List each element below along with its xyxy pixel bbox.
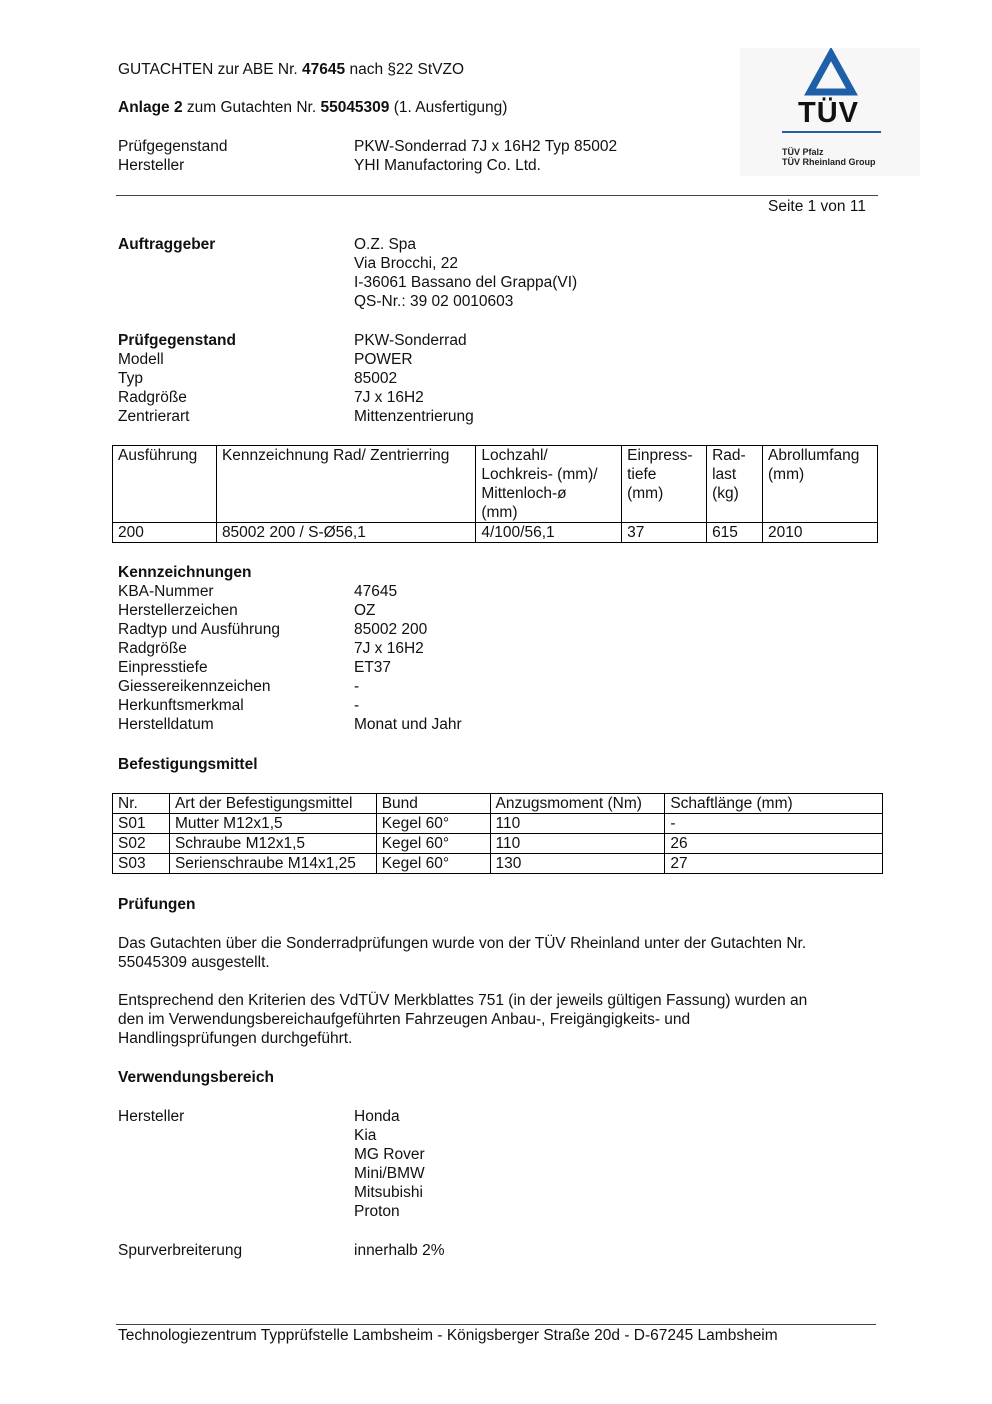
pruefgegenstand-value: PKW-Sonderrad xyxy=(354,332,467,349)
pruefungen-paragraph-1 xyxy=(118,934,806,972)
tuev-logo xyxy=(740,48,920,176)
table-cell: 4/100/56,1 xyxy=(476,523,622,543)
spur-label: Spurverbreiterung xyxy=(118,1242,243,1259)
auftraggeber-line: QS-Nr.: 39 02 0010603 xyxy=(354,293,514,310)
table-cell: Kegel 60° xyxy=(376,814,490,834)
footer-address: Technologiezentrum Typprüfstelle Lambsheim - Königsberger Straße 20d - D-67245 Lambsheim xyxy=(118,1327,778,1344)
table-cell: 26 xyxy=(665,834,883,854)
paragraph-line: Das Gutachten über die Sonderradprüfungen wurde von der TÜV Rheinland unter der Gutachten Nr. xyxy=(118,935,807,952)
spurverbreiterung-row xyxy=(118,1241,444,1260)
header-line: Einpress- xyxy=(627,447,693,464)
wheel-spec-table xyxy=(112,445,878,543)
table-header-row xyxy=(113,446,878,523)
paragraph-line: den im Verwendungsbereichaufgeführten Fahrzeugen Anbau-, Freigängigkeits- und xyxy=(118,1011,691,1028)
kz-row-value: Monat und Jahr xyxy=(354,716,462,733)
pg-row-label: Zentrierart xyxy=(118,408,190,425)
table-header-cell: Bund xyxy=(376,794,490,814)
table-cell: 2010 xyxy=(763,523,878,543)
table-row xyxy=(113,834,883,854)
table-header-cell: Art der Befestigungsmittel xyxy=(169,794,376,814)
tuev-logo-sub2: TÜV Rheinland Group xyxy=(782,157,876,167)
header-divider xyxy=(116,195,878,196)
manufacturer-item: Mini/BMW xyxy=(354,1165,425,1182)
paragraph-line: Entsprechend den Kriterien des VdTÜV Merkblattes 751 (in der jeweils gültigen Fassung) wurden an xyxy=(118,992,808,1009)
header-line: Abrollumfang xyxy=(768,447,860,464)
pg-row-value: 85002 xyxy=(354,370,398,387)
header-hersteller-value: YHI Manufactoring Co. Ltd. xyxy=(354,157,541,174)
table-cell: 37 xyxy=(622,523,707,543)
header-line: Rad- xyxy=(712,447,746,464)
anlage-title xyxy=(118,98,507,117)
anlage-label: Anlage 2 xyxy=(118,99,183,116)
header-pg-value: PKW-Sonderrad 7J x 16H2 Typ 85002 xyxy=(354,138,618,155)
table-cell: Mutter M12x1,5 xyxy=(169,814,376,834)
table-cell: Kegel 60° xyxy=(376,834,490,854)
pg-row-label: Typ xyxy=(118,370,143,387)
table-header-cell xyxy=(622,446,707,523)
header-line: Lochzahl/ xyxy=(481,447,548,464)
table-header-cell: Anzugsmoment (Nm) xyxy=(490,794,665,814)
table-cell: S01 xyxy=(113,814,170,834)
pg-row-value: Mittenzentrierung xyxy=(354,408,474,425)
footer-divider xyxy=(116,1324,876,1325)
paragraph-line: 55045309 ausgestellt. xyxy=(118,954,270,971)
table-header-cell: Schaftlänge (mm) xyxy=(665,794,883,814)
table-cell: Kegel 60° xyxy=(376,854,490,874)
auftraggeber-line: O.Z. Spa xyxy=(354,236,417,253)
auftraggeber-line: I-36061 Bassano del Grappa(VI) xyxy=(354,274,578,291)
table-header-cell xyxy=(476,446,622,523)
header-line: Kennzeichnung Rad/ Zentrierring xyxy=(221,447,450,464)
manufacturer-item: MG Rover xyxy=(354,1146,425,1163)
header-line: Mittenloch-ø xyxy=(481,485,567,502)
header-line: (mm) xyxy=(768,466,805,483)
table-cell: 27 xyxy=(665,854,883,874)
spur-value: innerhalb 2% xyxy=(354,1242,445,1259)
tuev-logo-sub1: TÜV Pfalz xyxy=(782,147,824,157)
tuev-logo-text: TÜV xyxy=(798,97,859,129)
table-header-cell: Nr. xyxy=(113,794,170,814)
pruefungen-heading: Prüfungen xyxy=(118,896,196,913)
table-cell: Schraube M12x1,5 xyxy=(169,834,376,854)
kz-row-label: Herkunftsmerkmal xyxy=(118,697,244,714)
table-cell: 110 xyxy=(490,814,665,834)
table-row xyxy=(113,523,878,543)
anlage-suffix: (1. Ausfertigung) xyxy=(389,99,508,116)
kz-row-label: Giessereikennzeichen xyxy=(118,678,271,695)
verwendung-hersteller-label: Hersteller xyxy=(118,1108,185,1125)
table-row xyxy=(113,814,883,834)
abe-title-prefix: GUTACHTEN zur ABE Nr. xyxy=(118,61,303,78)
table-cell: S02 xyxy=(113,834,170,854)
header-line: last xyxy=(712,466,737,483)
header-line: (mm) xyxy=(627,485,664,502)
header-line: Ausführung xyxy=(118,447,198,464)
header-pg-label: Prüfgegenstand xyxy=(118,138,228,155)
kz-row-label: KBA-Nummer xyxy=(118,583,214,600)
table-cell: 200 xyxy=(113,523,217,543)
pg-row-label: Radgröße xyxy=(118,389,187,406)
auftraggeber-line: Via Brocchi, 22 xyxy=(354,255,458,272)
auftraggeber-label: Auftraggeber xyxy=(118,236,216,253)
table-cell: - xyxy=(665,814,883,834)
table-cell: Serienschraube M14x1,25 xyxy=(169,854,376,874)
table-header-cell xyxy=(216,446,475,523)
befestigung-heading: Befestigungsmittel xyxy=(118,756,258,773)
abe-title-suffix: nach §22 StVZO xyxy=(345,61,465,78)
verwendung-heading: Verwendungsbereich xyxy=(118,1069,274,1086)
pruefungen-paragraph-2 xyxy=(118,991,807,1048)
manufacturer-item: Honda xyxy=(354,1108,400,1125)
manufacturer-item: Kia xyxy=(354,1127,377,1144)
gutachten-number: 55045309 xyxy=(320,99,390,116)
table-cell: 130 xyxy=(490,854,665,874)
kz-row-value: ET37 xyxy=(354,659,392,676)
table-cell: S03 xyxy=(113,854,170,874)
table-header-cell xyxy=(763,446,878,523)
kz-row-value: 85002 200 xyxy=(354,621,428,638)
pruefgegenstand-section xyxy=(118,331,474,426)
kz-row-label: Herstellerzeichen xyxy=(118,602,238,619)
pg-row-label: Modell xyxy=(118,351,164,368)
pg-row-value: POWER xyxy=(354,351,413,368)
table-header-cell xyxy=(113,446,217,523)
kz-row-label: Radtyp und Ausführung xyxy=(118,621,281,638)
kz-row-value: 7J x 16H2 xyxy=(354,640,424,657)
header-line: Lochkreis- (mm)/ xyxy=(481,466,598,483)
table-cell: 615 xyxy=(707,523,763,543)
kz-row-value: - xyxy=(354,678,360,695)
header-line: (mm) xyxy=(481,504,518,521)
table-header-cell xyxy=(707,446,763,523)
auftraggeber-section xyxy=(118,235,577,311)
kz-row-value: - xyxy=(354,697,360,714)
pruefgegenstand-heading: Prüfgegenstand xyxy=(118,332,236,349)
abe-number: 47645 xyxy=(302,61,346,78)
header-line: tiefe xyxy=(627,466,657,483)
anlage-mid: zum Gutachten Nr. xyxy=(182,99,321,116)
header-info xyxy=(118,137,617,175)
kennzeichnungen-heading: Kennzeichnungen xyxy=(118,564,252,581)
table-cell: 85002 200 / S-Ø56,1 xyxy=(216,523,475,543)
kz-row-label: Herstelldatum xyxy=(118,716,214,733)
header-hersteller-label: Hersteller xyxy=(118,157,185,174)
kz-row-value: OZ xyxy=(354,602,376,619)
header-line: (kg) xyxy=(712,485,739,502)
befestigung-table xyxy=(112,793,883,874)
kz-row-value: 47645 xyxy=(354,583,398,600)
manufacturer-item: Mitsubishi xyxy=(354,1184,423,1201)
paragraph-line: Handlingsprüfungen durchgeführt. xyxy=(118,1030,353,1047)
verwendung-hersteller xyxy=(118,1107,425,1221)
kz-row-label: Einpresstiefe xyxy=(118,659,208,676)
page-number: Seite 1 von 11 xyxy=(768,198,866,215)
pg-row-value: 7J x 16H2 xyxy=(354,389,424,406)
kz-row-label: Radgröße xyxy=(118,640,187,657)
kennzeichnungen-section xyxy=(118,563,462,734)
abe-title xyxy=(118,60,464,79)
manufacturer-item: Proton xyxy=(354,1203,400,1220)
table-cell: 110 xyxy=(490,834,665,854)
table-header-row xyxy=(113,794,883,814)
table-row xyxy=(113,854,883,874)
